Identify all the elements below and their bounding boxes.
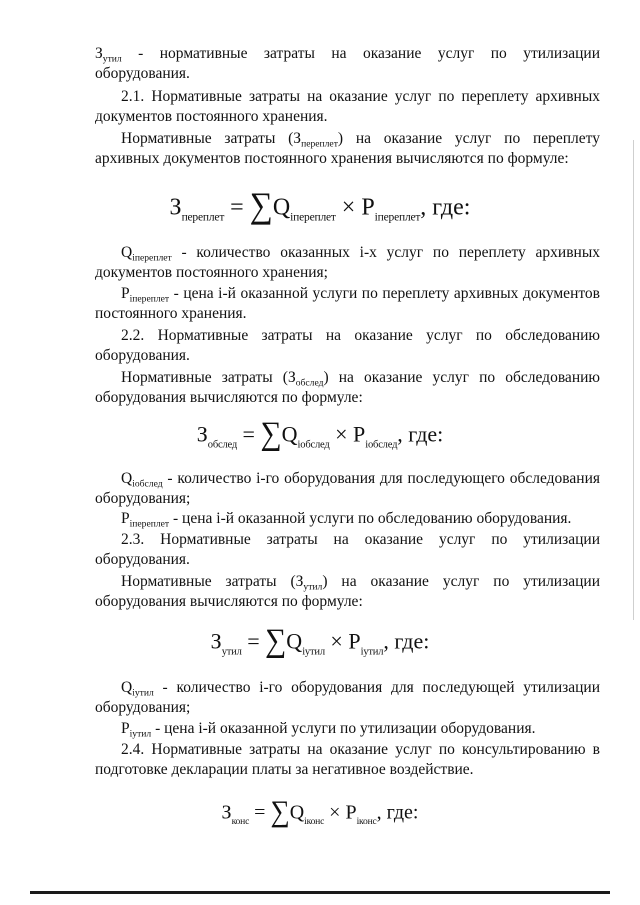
definition-text: - количество i-го оборудования для последующей утилизации [153,679,600,696]
symbol-p: P [121,720,130,737]
sum-symbol: ∑ [265,623,287,659]
paragraph-text: ) на оказание услуг по переплету [337,130,600,147]
paragraph-text: Нормативные затраты (З [121,369,296,386]
formula-lhs-subscript: обслед [207,439,238,451]
formula-lhs: З [196,421,208,447]
section-2-4-heading-line1: 2.4. Нормативные затраты на оказание услуг по консультированию в [121,741,600,758]
formula-equals: = [237,421,261,447]
symbol-subscript: iпереплет [129,518,170,530]
symbol-subscript: iпереплет [132,252,172,264]
formula-p: P [345,801,357,824]
definition-text: - количество i-го оборудования для последующего обследования [162,470,600,487]
formula-times: × [329,421,353,447]
formula-pereplet [0,188,640,225]
formula-p: P [352,421,366,447]
section-2-2-heading-line1: 2.2. Нормативные затраты на оказание услуг по обследованию [121,327,600,344]
formula-p: P [361,194,375,221]
symbol-q: Q [121,244,133,261]
symbol-subscript: утил [102,53,122,65]
formula-p-subscript: iутил [360,646,384,658]
symbol-q: Q [121,470,133,487]
formula-lhs: З [210,628,222,654]
symbol-subscript: обслед [295,377,324,389]
formula-times: × [324,801,346,824]
formula-lhs: З [221,801,232,824]
formula-tail: , где: [376,801,419,824]
sum-symbol: ∑ [260,416,282,452]
formula-lhs-subscript: переплет [181,211,225,224]
definition-text: - нормативные затраты на оказание услуг по утилизации [121,45,600,62]
section-2-2-heading-line2: оборудования. [95,347,190,364]
scan-edge-line [633,140,634,620]
section-2-3-heading-line2: оборудования. [95,551,190,568]
formula-times: × [335,194,362,221]
section-2-1-heading-line2: документов постоянного хранения. [95,108,328,125]
definition-text: - количество оказанных i-х услуг по переплету архивных [171,244,600,261]
formula-q: Q [272,194,291,221]
paragraph-text: ) на оказание услуг по утилизации [322,573,600,590]
section-2-2-paragraph-line2: оборудования вычисляются по формуле: [95,389,363,406]
page-bottom-rule [30,891,610,894]
definition-q-pereplet-line2: документов постоянного хранения; [95,264,328,281]
symbol-subscript: утил [303,581,323,593]
section-2-4-heading-line2: подготовке декларации платы за негативное воздействие. [95,761,474,778]
formula-q: Q [286,628,303,654]
section-2-3-heading-line1: 2.3. Нормативные затраты на оказание услуг по утилизации [121,531,600,548]
definition-q-util-line2: оборудования; [95,699,191,716]
section-2-1-paragraph-line2: архивных документов постоянного хранения вычисляются по формуле: [95,150,569,167]
section-2-1-heading-line1: 2.1. Нормативные затраты на оказание услуг по переплету архивных [121,88,600,105]
paragraph-text: Нормативные затраты (З [121,130,302,147]
formula-p-subscript: iконс [356,815,377,827]
formula-tail: , где: [397,421,444,447]
formula-tail: , где: [383,628,430,654]
symbol-subscript: iобслед [132,478,163,490]
symbol-subscript: iутил [129,728,152,740]
section-2-3-paragraph-line2: оборудования вычисляются по формуле: [95,593,363,610]
definition-zutil-line2: оборудования. [95,65,190,82]
symbol-q: Q [121,679,133,696]
symbol-p: P [121,285,130,302]
formula-equals: = [241,628,266,654]
formula-obsled [0,418,640,451]
formula-q-subscript: iутил [302,646,325,658]
symbol-subscript: iутил [132,687,154,699]
sum-symbol: ∑ [270,794,290,828]
definition-text: - цена i-й оказанной услуги по переплету архивных документов [169,285,600,302]
paragraph-text: ) на оказание услуг по обследованию [323,369,600,386]
formula-q: Q [289,801,305,824]
formula-equals: = [249,801,271,824]
formula-p-subscript: iпереплет [374,211,421,224]
formula-lhs: З [169,194,182,221]
paragraph-text: Нормативные затраты (З [121,573,304,590]
formula-util [0,625,640,658]
formula-p-subscript: iобслед [365,439,398,451]
formula-kons [0,796,640,827]
formula-q: Q [281,421,298,447]
sum-symbol: ∑ [249,186,273,226]
formula-lhs-subscript: конс [231,815,250,827]
definition-text: - цена i-й оказанной услуги по утилизации оборудования. [151,720,536,737]
formula-q-subscript: iпереплет [290,211,336,224]
symbol-p: P [121,510,130,527]
formula-equals: = [224,194,250,221]
formula-p: P [348,628,361,654]
symbol-z: З [95,45,103,62]
formula-times: × [324,628,349,654]
formula-lhs-subscript: утил [221,646,242,658]
formula-q-subscript: iконс [304,815,325,827]
definition-p-pereplet-line2: постоянного хранения. [95,305,247,322]
symbol-subscript: переплет [301,138,338,150]
formula-tail: , где: [420,194,471,221]
formula-q-subscript: iобслед [297,439,330,451]
definition-q-obsled-line2: оборудования; [95,490,191,507]
symbol-subscript: iпереплет [129,293,170,305]
definition-text: - цена i-й оказанной услуги по обследованию оборудования. [169,510,572,527]
